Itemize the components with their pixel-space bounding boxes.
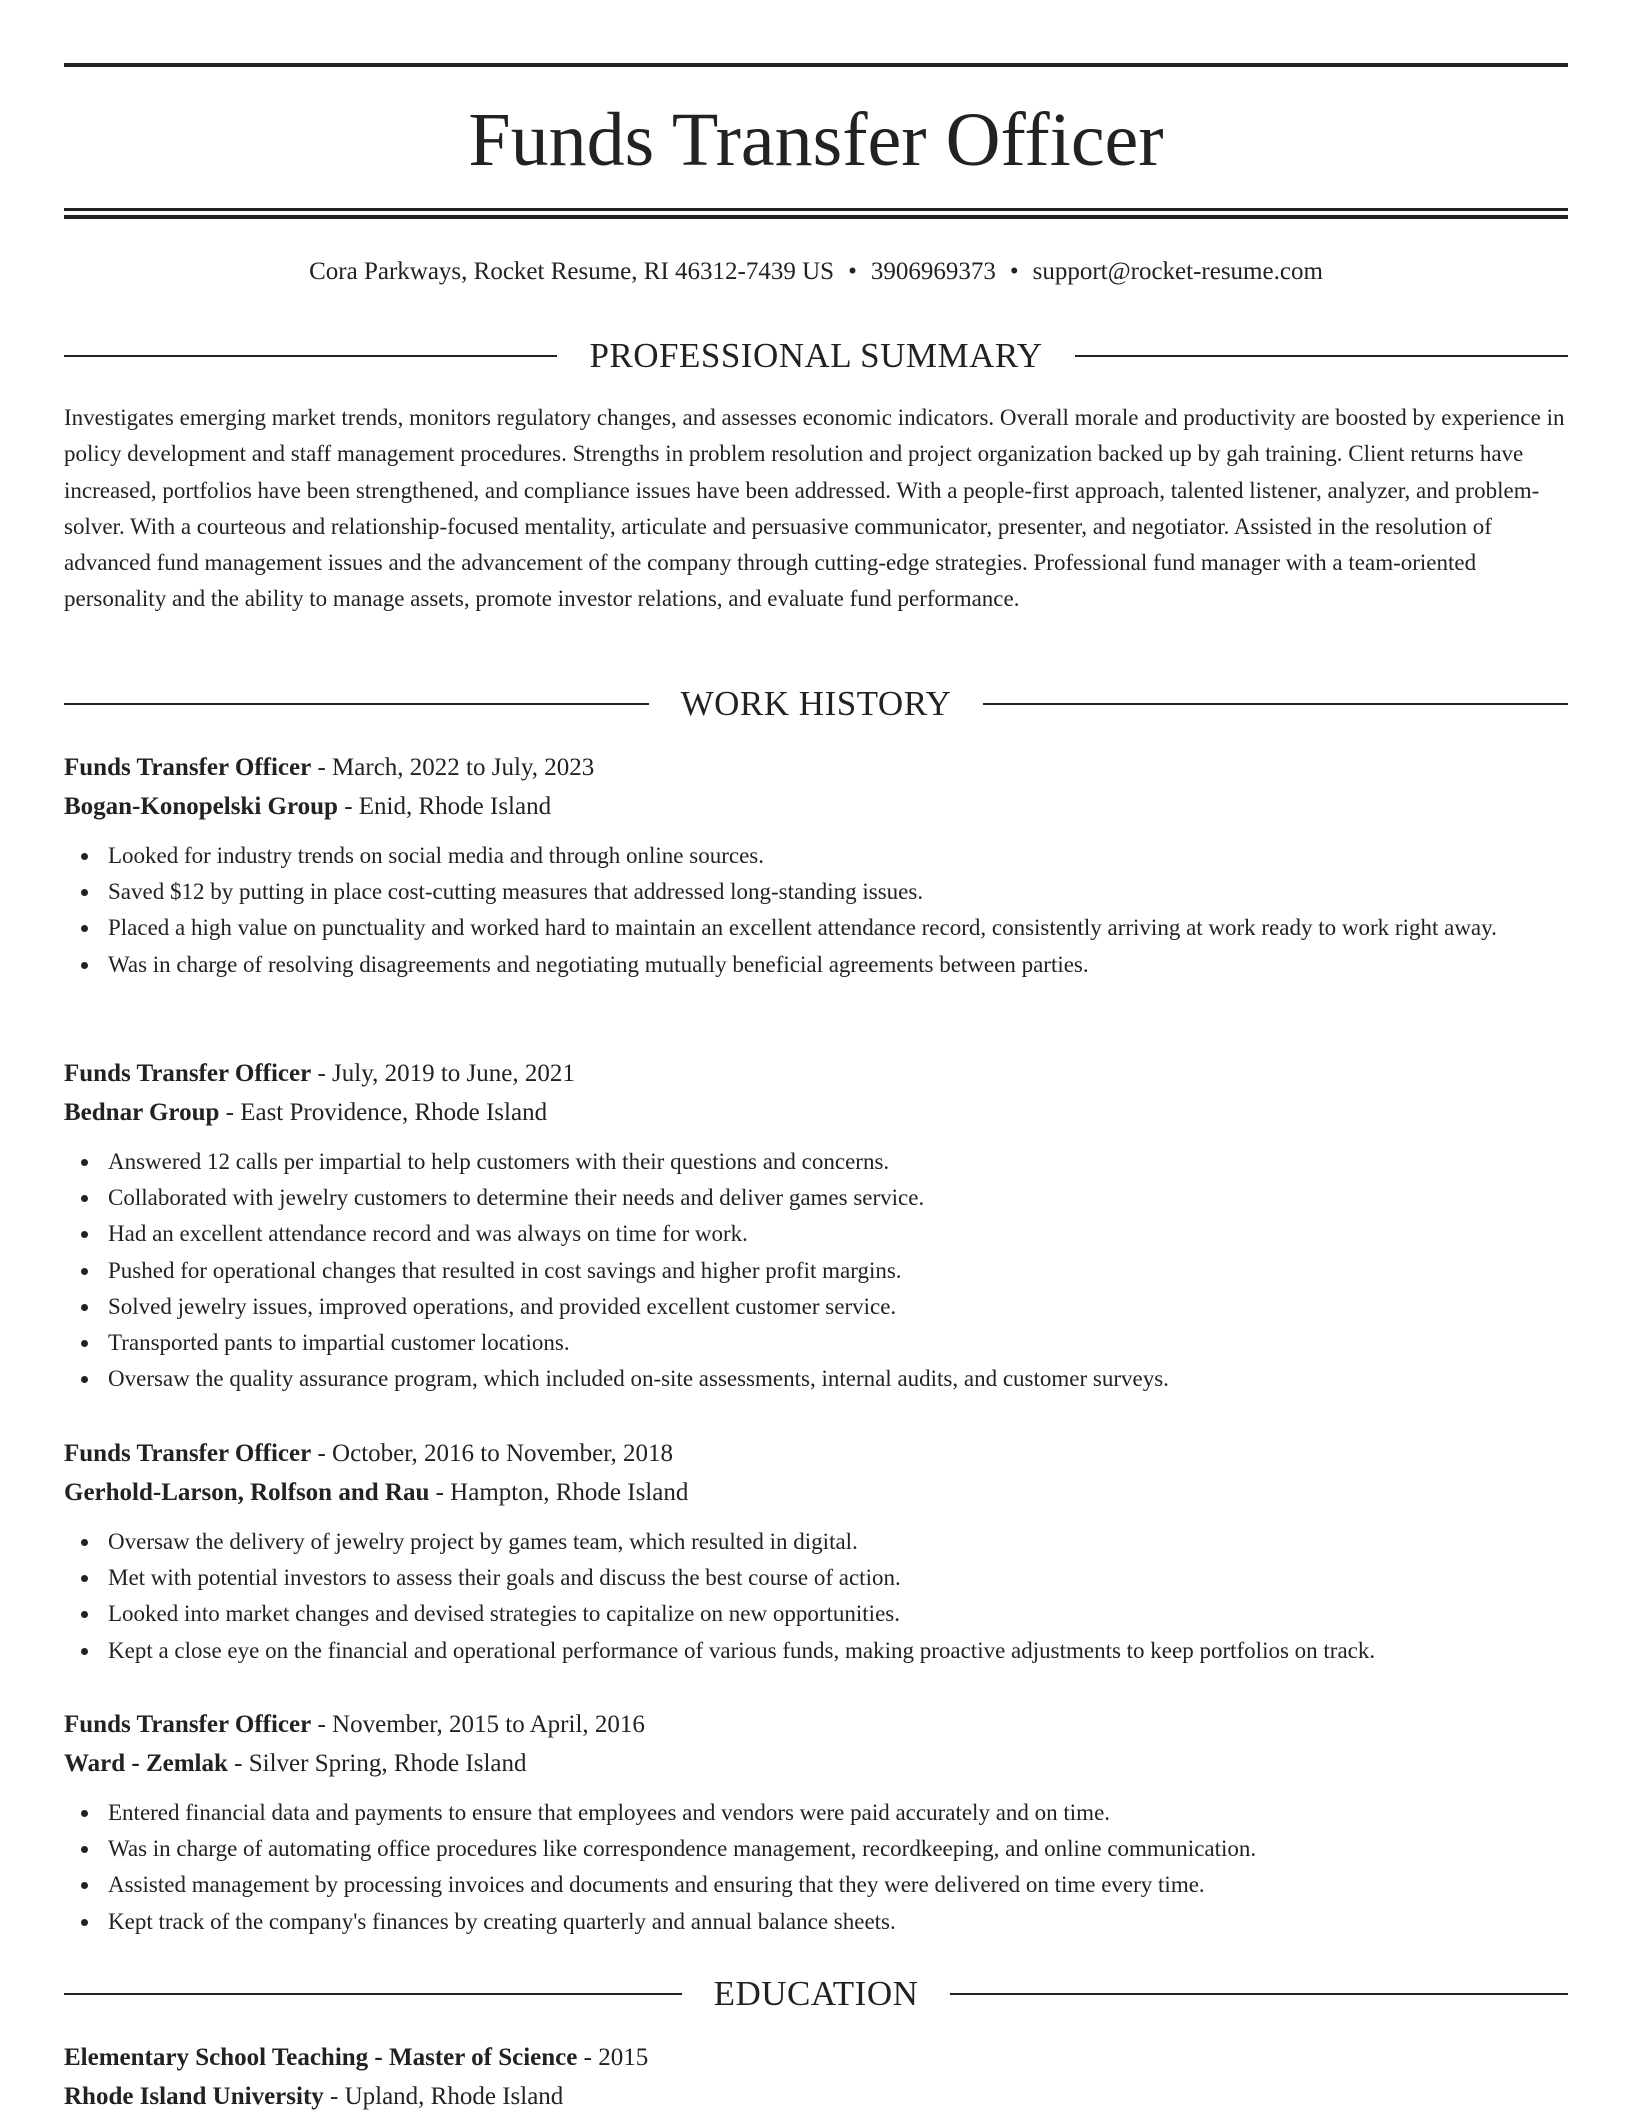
job-title: Funds Transfer Officer xyxy=(64,1060,312,1087)
education-school: Rhode Island University xyxy=(64,2083,324,2110)
job-bullet: Oversaw the delivery of jewelry project by games team, which resulted in digital. xyxy=(108,1524,1568,1560)
job-bullet: Looked into market changes and devised strategies to capitalize on new opportunities. xyxy=(108,1596,1568,1632)
job-company-line xyxy=(64,1744,1568,1783)
job-location: - Enid, Rhode Island xyxy=(337,793,552,820)
job-bullet: Transported pants to impartial customer locations. xyxy=(108,1325,1568,1361)
job-dates: - July, 2019 to June, 2021 xyxy=(311,1060,575,1087)
job-dates: - November, 2015 to April, 2016 xyxy=(311,1711,645,1738)
job-title: Funds Transfer Officer xyxy=(64,1711,312,1738)
summary-heading-title: PROFESSIONAL SUMMARY xyxy=(589,336,1043,375)
job-dates: - October, 2016 to November, 2018 xyxy=(311,1440,674,1467)
job-bullet: Was in charge of resolving disagreements and negotiating mutually beneficial agreements between parties. xyxy=(108,947,1568,983)
job-company: Bednar Group xyxy=(64,1099,220,1126)
heading-rule-right xyxy=(983,703,1568,705)
job-bullets xyxy=(64,1144,1568,1397)
job-bullet: Was in charge of automating office procedures like correspondence management, recordkeeping, and online communication. xyxy=(108,1831,1568,1867)
heading-rule-left xyxy=(64,355,557,357)
job-bullet: Kept track of the company's finances by creating quarterly and annual balance sheets. xyxy=(108,1904,1568,1940)
job-bullet: Kept a close eye on the financial and operational performance of various funds, making proactive adjustments to keep portfolios on track. xyxy=(108,1633,1568,1669)
job-title: Funds Transfer Officer xyxy=(64,1440,312,1467)
work-history-heading xyxy=(64,682,1568,726)
job-title-line xyxy=(64,1705,1568,1744)
education-heading xyxy=(64,1972,1568,2016)
job-bullets xyxy=(64,1795,1568,1940)
job-bullet: Met with potential investors to assess their goals and discuss the best course of action. xyxy=(108,1560,1568,1596)
job-bullet: Looked for industry trends on social media and through online sources. xyxy=(108,838,1568,874)
job-bullet: Answered 12 calls per impartial to help customers with their questions and concerns. xyxy=(108,1144,1568,1180)
job-location: - Hampton, Rhode Island xyxy=(429,1479,689,1506)
education-degree-line xyxy=(64,2038,1568,2077)
job-bullet: Saved $12 by putting in place cost-cutting measures that addressed long-standing issues. xyxy=(108,874,1568,910)
job-title-line xyxy=(64,1434,1568,1473)
job-title-line xyxy=(64,748,1568,787)
contact-separator: • xyxy=(848,258,857,285)
job-bullet: Collaborated with jewelry customers to determine their needs and deliver games service. xyxy=(108,1180,1568,1216)
job-bullet: Assisted management by processing invoices and documents and ensuring that they were delivered on time every time. xyxy=(108,1867,1568,1903)
job-bullet: Placed a high value on punctuality and worked hard to maintain an excellent attendance record, consistently arriving at work ready to work right away. xyxy=(108,910,1568,946)
double-rule-lower xyxy=(64,215,1568,219)
contact-email: support@rocket-resume.com xyxy=(1032,258,1323,285)
summary-text: Investigates emerging market trends, monitors regulatory changes, and assesses economic indicators. Overall morale and productivity are boosted by experience in policy development and staff management procedures. Strengths in problem resolution and project organization backed up by gah training. Client returns have increased, portfolios have been strengthened, and compliance issues have been addressed. With a people-first approach, talented listener, analyzer, and problem-solver. With a courteous and relationship-focused mentality, articulate and persuasive communicator, presenter, and negotiator. Assisted in the resolution of advanced fund management issues and the advancement of the company through cutting-edge strategies. Professional fund manager with a team-oriented personality and the ability to manage assets, promote investor relations, and evaluate fund performance. xyxy=(64,405,1565,612)
heading-rule-left xyxy=(64,703,649,705)
heading-rule-right xyxy=(950,1993,1568,1995)
education-location: - Upland, Rhode Island xyxy=(323,2083,564,2110)
heading-rule-right xyxy=(1075,355,1568,357)
job-location: - Silver Spring, Rhode Island xyxy=(227,1750,527,1777)
contact-line xyxy=(64,254,1568,290)
education-school-line xyxy=(64,2077,1568,2116)
job-bullet: Solved jewelry issues, improved operations, and provided excellent customer service. xyxy=(108,1289,1568,1325)
job-dates: - March, 2022 to July, 2023 xyxy=(311,754,595,781)
job-bullet: Oversaw the quality assurance program, which included on-site assessments, internal audits, and customer surveys. xyxy=(108,1361,1568,1397)
job-company: Ward - Zemlak xyxy=(64,1750,228,1777)
heading-rule-left xyxy=(64,1993,682,1995)
job-company: Bogan-Konopelski Group xyxy=(64,793,338,820)
education-degree: Elementary School Teaching - Master of Science xyxy=(64,2044,578,2071)
job-entry xyxy=(64,1434,1568,1669)
job-entry xyxy=(64,748,1568,983)
job-bullet: Had an excellent attendance record and was always on time for work. xyxy=(108,1216,1568,1252)
contact-address: Cora Parkways, Rocket Resume, RI 46312-7439 US xyxy=(309,258,835,285)
top-rule xyxy=(64,63,1568,67)
double-rule-upper xyxy=(64,208,1568,211)
contact-phone: 3906969373 xyxy=(870,258,996,285)
job-location: - East Providence, Rhode Island xyxy=(219,1099,548,1126)
job-company-line xyxy=(64,1473,1568,1512)
job-bullet: Entered financial data and payments to ensure that employees and vendors were paid accurately and on time. xyxy=(108,1795,1568,1831)
job-entry xyxy=(64,1054,1568,1397)
job-bullets xyxy=(64,838,1568,983)
job-bullet: Pushed for operational changes that resulted in cost savings and higher profit margins. xyxy=(108,1253,1568,1289)
job-bullets xyxy=(64,1524,1568,1669)
education-heading-title: EDUCATION xyxy=(713,1974,919,2013)
education-year: - 2015 xyxy=(577,2044,649,2071)
job-company-line xyxy=(64,787,1568,826)
education-entry xyxy=(64,2038,1568,2116)
job-title: Funds Transfer Officer xyxy=(64,754,312,781)
job-title-line xyxy=(64,1054,1568,1093)
contact-separator: • xyxy=(1009,258,1019,285)
work-history-heading-title: WORK HISTORY xyxy=(680,684,952,723)
job-entry xyxy=(64,1705,1568,1940)
job-company: Gerhold-Larson, Rolfson and Rau xyxy=(64,1479,430,1506)
summary-heading xyxy=(64,334,1568,378)
job-company-line xyxy=(64,1093,1568,1132)
resume-name: Funds Transfer Officer xyxy=(468,98,1164,182)
